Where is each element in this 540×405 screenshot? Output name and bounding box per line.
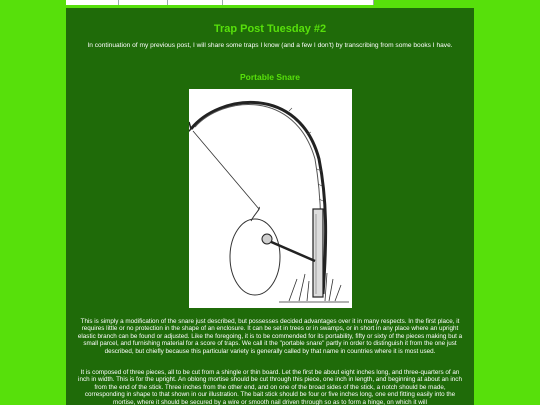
nav-tab[interactable] — [119, 0, 168, 5]
section-title: Portable Snare — [240, 72, 300, 82]
top-nav-bar — [66, 0, 472, 6]
post-paragraph: This is simply a modification of the snare just described, but possesses decided advantages over it in many respects. In the first place, it requires little or no protection in the shape of an enclosure. It can be set in trees or in swamps, or in short in any place where an upright elastic branch can be found or adjusted. Like the foregoing, it is to be commended for its portability, fifty or sixty of the pieces making but a small parcel, and furnishing material for a score of traps. We call it the "portable snare" partly in order to distinguish it from the one just described, but chiefly because this particular variety is generally called by that name in countries where it is most used. — [77, 318, 463, 355]
post-paragraph: It is composed of three pieces, all to be cut from a shingle or thin board. Let the first be about eight inches long, and three-quarters of an inch in width. This is for the upright. An oblong mortise should be cut through this piece, one inch in length, and beginning at about an inch from the end of the stick. Three inches from the other end, and on one of the broad sides of the stick, a notch should be made, corresponding in shape to that shown in our illustration. The bait stick should be four or five inches long, one end fitting easily into the mortise, where it should be secured by a wire or smooth nail driven through so as to form a hinge, on which it will — [78, 369, 462, 405]
post-container — [66, 8, 474, 405]
post-title[interactable]: Trap Post Tuesday #2 — [213, 23, 327, 35]
post-intro: In continuation of my previous post, I will share some traps I know (and a few I don't) by transcribing from some books I have. — [87, 42, 453, 49]
nav-tab[interactable] — [168, 0, 223, 5]
nav-tab[interactable] — [223, 0, 374, 5]
nav-tab[interactable] — [66, 0, 119, 5]
portable-snare-illustration — [189, 89, 352, 308]
